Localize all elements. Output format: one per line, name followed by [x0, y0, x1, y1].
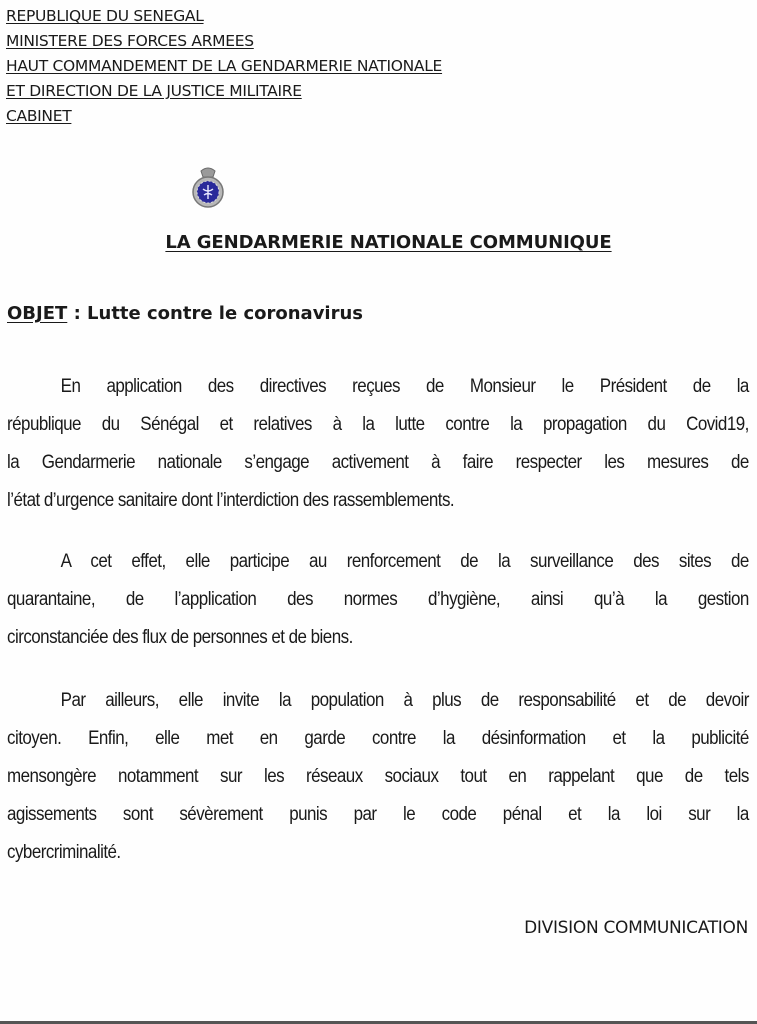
- paragraph-line: mensongère notamment sur les réseaux sociaux tout en rappelant que de tels: [7, 766, 749, 787]
- letterhead-line-directorate: ET DIRECTION DE LA JUSTICE MILITAIRE: [6, 82, 302, 100]
- letterhead-line-cabinet: CABINET: [6, 107, 72, 125]
- communique-title: LA GENDARMERIE NATIONALE COMMUNIQUE: [165, 232, 612, 253]
- object-text: Lutte contre le coronavirus: [87, 303, 363, 324]
- object-separator: :: [67, 303, 88, 324]
- signature: DIVISION COMMUNICATION: [524, 918, 748, 938]
- letterhead-line-ministry: MINISTERE DES FORCES ARMEES: [6, 32, 254, 50]
- paragraph-line: l’état d’urgence sanitaire dont l’interdiction des rassemblements.: [7, 490, 455, 511]
- paragraph-line: En application des directives reçues de Monsieur le Président de la: [60, 376, 749, 397]
- paragraph-line: cybercriminalité.: [7, 842, 121, 863]
- paragraph-line: circonstanciée des flux de personnes et de biens.: [7, 627, 353, 648]
- paragraph-line: république du Sénégal et relatives à la lutte contre la propagation du Covid19,: [7, 414, 749, 435]
- paragraph-warning: [7, 682, 749, 872]
- letterhead-line-command: HAUT COMMANDEMENT DE LA GENDARMERIE NATIONALE: [6, 57, 443, 75]
- paragraph-line: Par ailleurs, elle invite la population à plus de responsabilité et de devoir: [60, 690, 749, 711]
- letterhead-line-country: REPUBLIQUE DU SENEGAL: [6, 7, 204, 25]
- object-label: OBJET: [7, 303, 68, 324]
- paragraph-line: citoyen. Enfin, elle met en garde contre la désinformation et la publicité: [7, 728, 749, 749]
- paragraph-line: la Gendarmerie nationale s’engage activement à faire respecter les mesures de: [7, 452, 749, 473]
- gendarmerie-emblem-icon: [191, 165, 225, 209]
- paragraph-line: quarantaine, de l’application des normes d’hygiène, ainsi qu’à la gestion: [7, 589, 749, 610]
- paragraph-line: A cet effet, elle participe au renforcement de la surveillance des sites de: [60, 551, 749, 572]
- paragraph-directives: [7, 368, 749, 520]
- paragraph-measures: [7, 543, 749, 657]
- paragraph-line: agissements sont sévèrement punis par le code pénal et la loi sur la: [7, 804, 749, 825]
- object-line: [7, 303, 363, 324]
- letterhead: [6, 4, 442, 129]
